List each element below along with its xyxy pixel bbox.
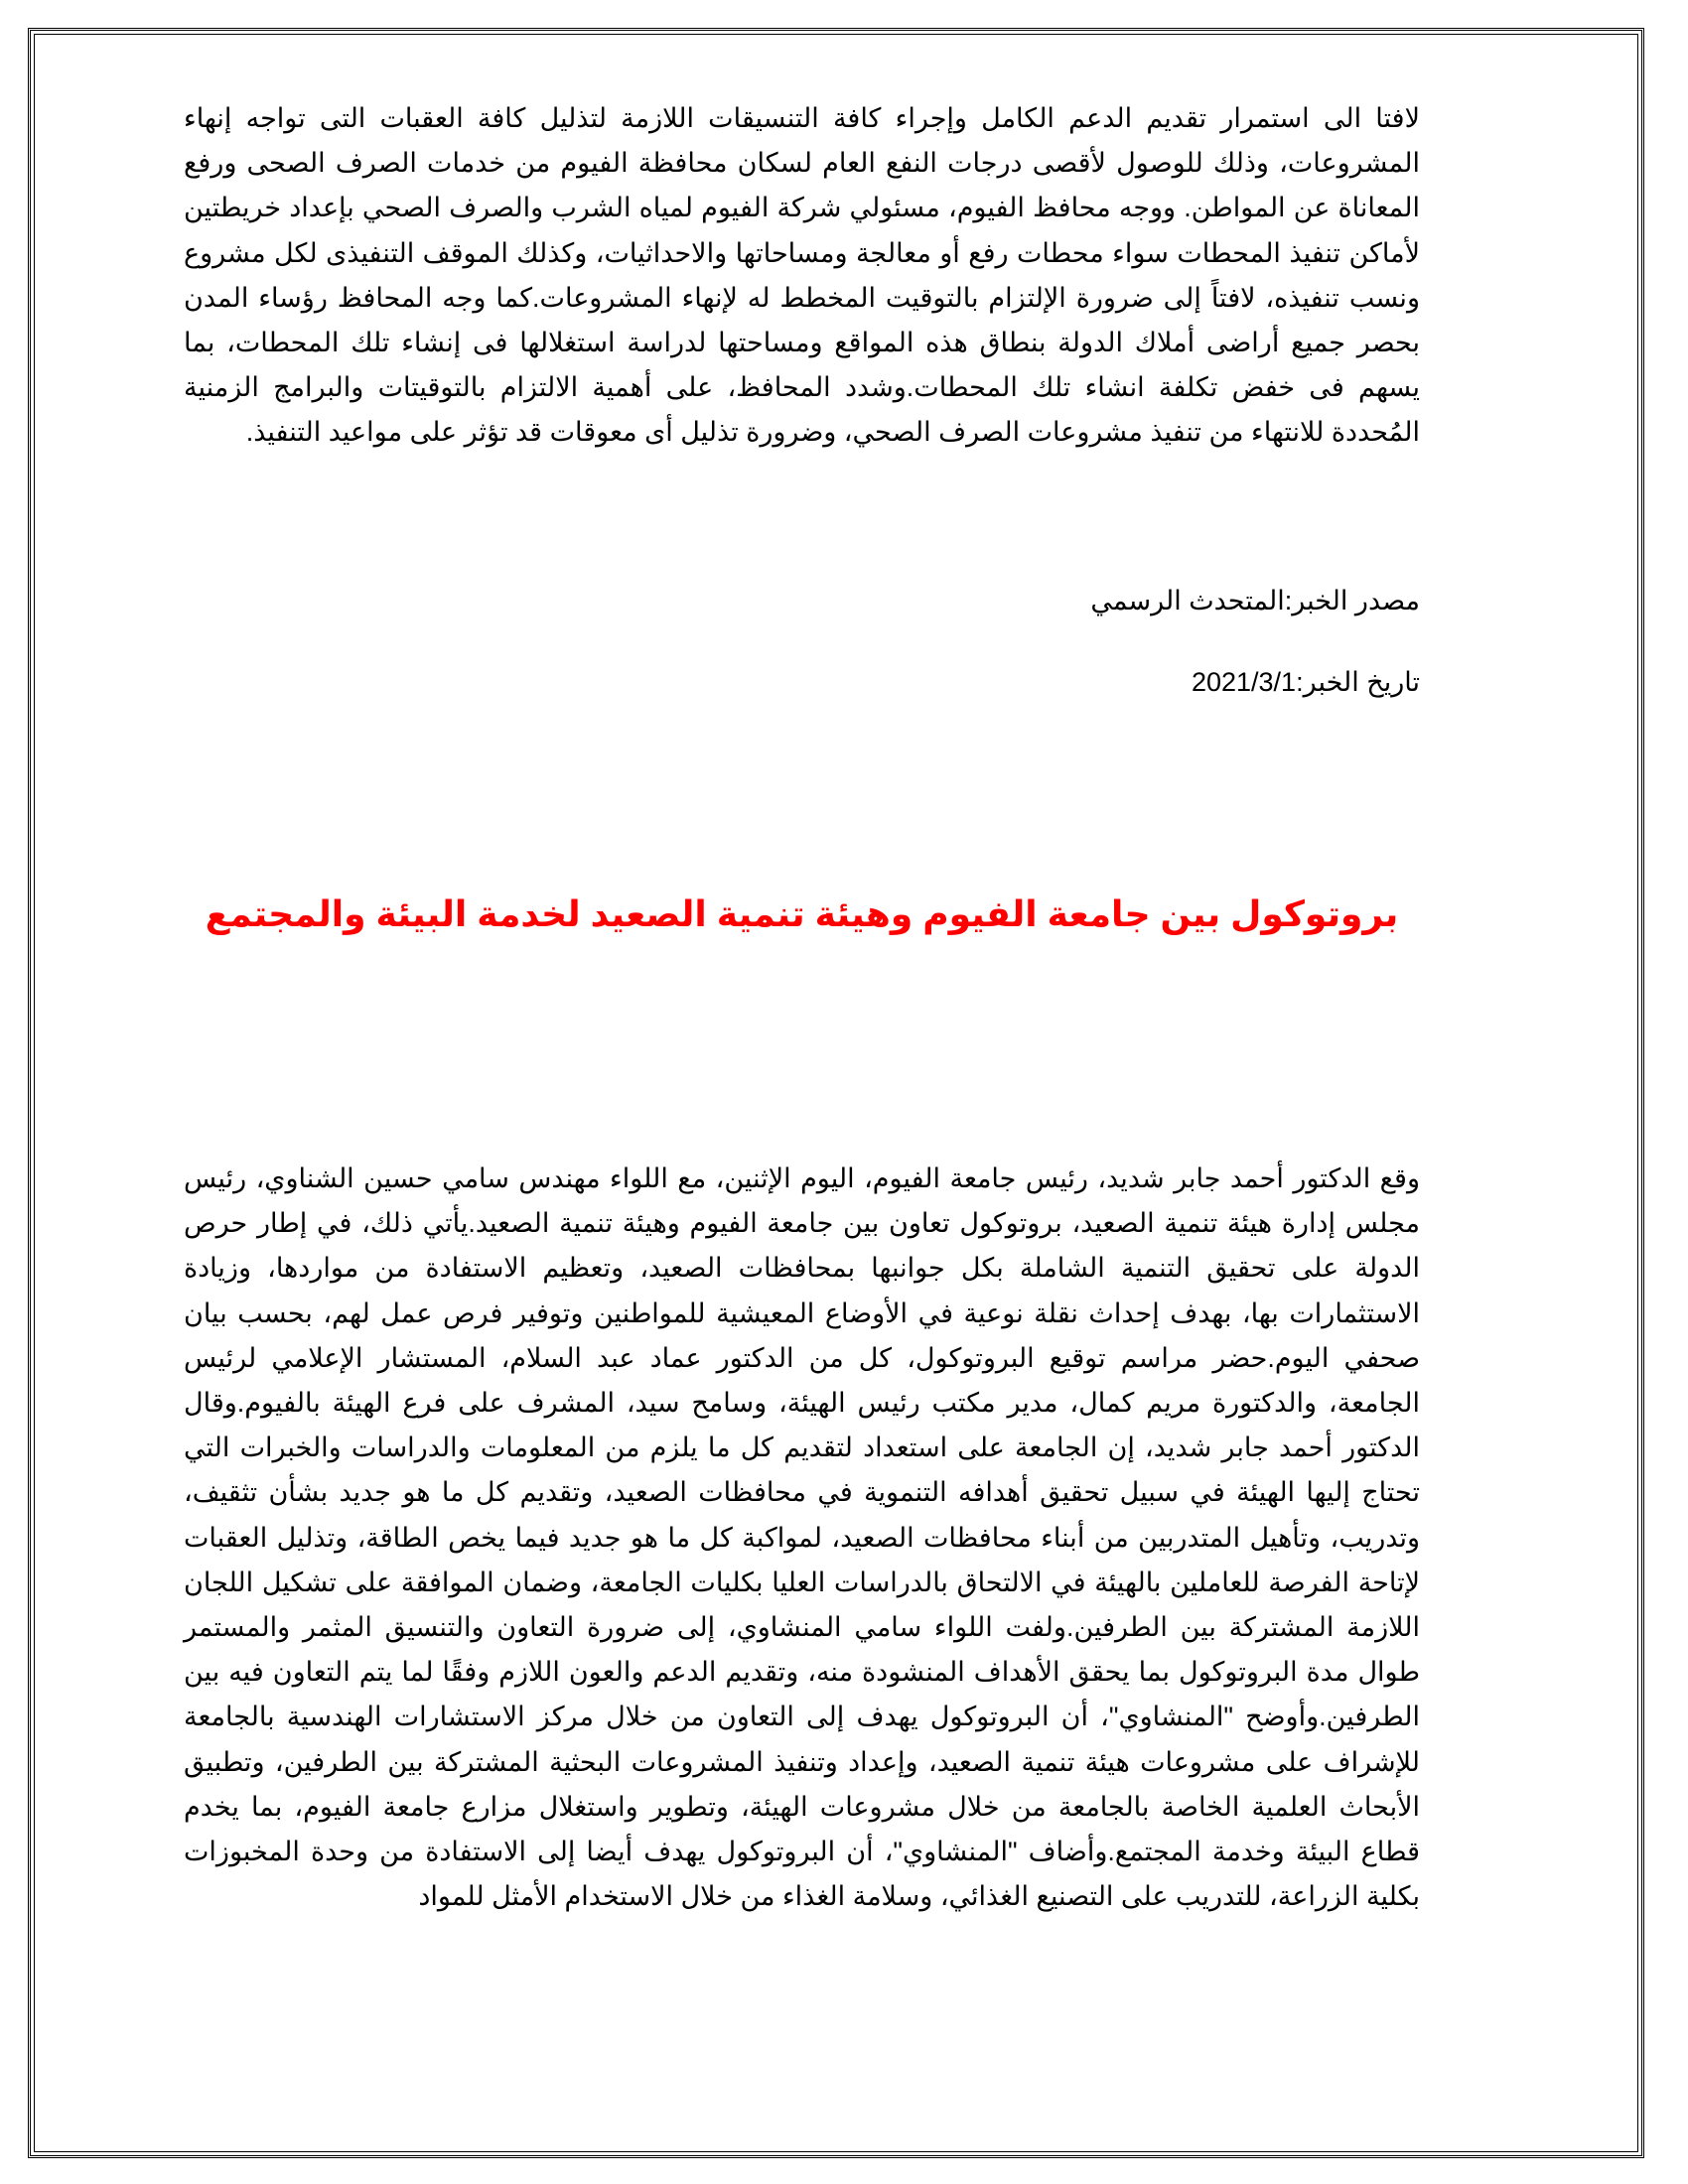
news-date-label: تاريخ الخبر: bbox=[1296, 667, 1420, 697]
news-source-label: مصدر الخبر: bbox=[1284, 586, 1420, 615]
news-date-value: 2021/3/1 bbox=[1191, 667, 1297, 697]
article-paragraph-2: وقع الدكتور أحمد جابر شديد، رئيس جامعة الفيوم، اليوم الإثنين، مع اللواء مهندس سامي حسين الشناوي، رئيس مجلس إدارة هيئة تنمية الصعيد، بروتوكول تعاون بين جامعة الفيوم وهيئة تنمية الصعيد.يأتي ذلك، في إطار حرص الدولة على تحقيق التنمية الشاملة بكل جوانبها بمحافظات الصعيد، وتعظيم الاستفادة من مواردها، وزيادة الاستثمارات بها، بهدف إحداث نقلة نوعية في الأوضاع المعيشية للمواطنين وتوفير فرص عمل لهم، بحسب بيان صحفي اليوم.حضر مراسم توقيع البروتوكول، كل من الدكتور عماد عبد السلام، المستشار الإعلامي لرئيس الجامعة، والدكتورة مريم كمال، مدير مكتب رئيس الهيئة، وسامح سيد، المشرف على فرع الهيئة بالفيوم.وقال الدكتور أحمد جابر شديد، إن الجامعة على استعداد لتقديم كل ما يلزم من المعلومات والدراسات والخبرات التي تحتاج إليها الهيئة في سبيل تحقيق أهدافه التنموية في محافظات الصعيد، وتقديم كل ما هو جديد بشأن تثقيف، وتدريب، وتأهيل المتدربين من أبناء محافظات الصعيد، لمواكبة كل ما هو جديد فيما يخص الطاقة، وتذليل العقبات لإتاحة الفرصة للعاملين بالهيئة في الالتحاق بالدراسات العليا بكليات الجامعة، وضمان الموافقة على تشكيل اللجان اللازمة المشتركة بين الطرفين.ولفت اللواء سامي المنشاوي، إلى ضرورة التعاون والتنسيق المثمر والمستمر طوال مدة البروتوكول بما يحقق الأهداف المنشودة منه، وتقديم الدعم والعون اللازم وفقًا لما يتم التعاون فيه بين الطرفين.وأوضح "المنشاوي"، أن البروتوكول يهدف إلى التعاون من خلال مركز الاستشارات الهندسية بالجامعة للإشراف على مشروعات هيئة تنمية الصعيد، وإعداد وتنفيذ المشروعات البحثية المشتركة بين الطرفين، وتطبيق الأبحاث العلمية الخاصة بالجامعة من خلال مشروعات الهيئة، وتطوير واستغلال مزارع جامعة الفيوم، بما يخدم قطاع البيئة وخدمة المجتمع.وأضاف "المنشاوي"، أن البروتوكول يهدف أيضا إلى الاستفادة من وحدة المخبوزات بكلية الزراعة، للتدريب على التصنيع الغذائي، وسلامة الغذاء من خلال الاستخدام الأمثل للمواد bbox=[184, 1163, 1421, 1912]
news-source-line bbox=[184, 581, 1420, 620]
news-date-line bbox=[184, 662, 1420, 702]
article-paragraph-1: لافتا الى استمرار تقديم الدعم الكامل وإجراء كافة التنسيقات اللازمة لتذليل كافة العقبات التى تواجه إنهاء المشروعات، وذلك للوصول لأقصى درجات النفع العام لسكان محافظة الفيوم من خدمات الصرف الصحى ورفع المعاناة عن المواطن. ووجه محافظ الفيوم، مسئولي شركة الفيوم لمياه الشرب والصرف الصحي بإعداد خريطتين لأماكن تنفيذ المحطات سواء محطات رفع أو معالجة ومساحاتها والاحداثيات، وكذلك الموقف التنفيذى لكل مشروع ونسب تنفيذه، لافتاً إلى ضرورة الإلتزام بالتوقيت المخطط له لإنهاء المشروعات.كما وجه المحافظ رؤساء المدن بحصر جميع أراضى أملاك الدولة بنطاق هذه المواقع ومساحتها لدراسة استغلالها فى إنشاء تلك المحطات، بما يسهم فى خفض تكلفة انشاء تلك المحطات.وشدد المحافظ، على أهمية الالتزام بالتوقيتات والبرامج الزمنية المُحددة للانتهاء من تنفيذ مشروعات الصرف الصحي، وضرورة تذليل أى معوقات قد تؤثر على مواعيد التنفيذ. bbox=[184, 103, 1420, 448]
news-source-value: المتحدث الرسمي bbox=[1090, 586, 1285, 615]
article-headline: بروتوكول بين جامعة الفيوم وهيئة تنمية الصعيد لخدمة البيئة والمجتمع bbox=[205, 893, 1399, 934]
